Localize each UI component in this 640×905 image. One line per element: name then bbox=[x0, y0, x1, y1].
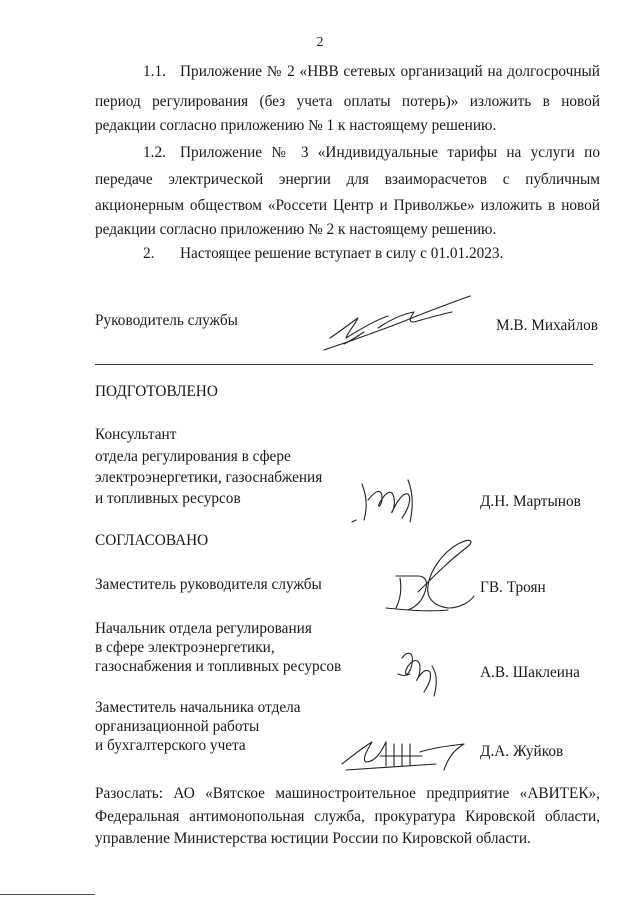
agreed-heading: СОГЛАСОВАНО bbox=[95, 532, 209, 549]
distribution-line-3: управление Министерства юстиции России по Кировской области. bbox=[95, 830, 531, 847]
prepared-name: Д.Н. Мартынов bbox=[480, 493, 581, 510]
agreed-role-line: Заместитель руководителя службы bbox=[95, 576, 322, 593]
agreed-role-line: и бухгалтерского учета bbox=[95, 737, 246, 754]
agreed-signature-2 bbox=[392, 642, 452, 702]
distribution-line-2: Федеральная антимонопольная служба, прокуратура Кировской области, bbox=[95, 808, 600, 825]
item-1-2-line-2: передаче электрической энергии для взаиморасчетов с публичным bbox=[95, 171, 600, 188]
item-2-text: Настоящее решение вступает в силу с 01.01.2023. bbox=[180, 245, 504, 262]
agreed-role-line: Начальник отдела регулирования bbox=[95, 620, 312, 637]
prepared-role-line: и топливных ресурсов bbox=[95, 490, 241, 507]
item-1-1-number: 1.1. bbox=[143, 63, 166, 80]
agreed-signature-1 bbox=[378, 536, 478, 616]
item-1-2-number: 1.2. bbox=[143, 144, 166, 161]
item-1-2-line-1: Приложение № 3 «Индивидуальные тарифы на услуги по bbox=[180, 144, 600, 161]
head-signature bbox=[318, 292, 478, 360]
footnote-rule bbox=[0, 894, 95, 895]
agreed-role-line: в сфере электроэнергетики, bbox=[95, 639, 275, 656]
agreed-signature-3 bbox=[336, 726, 476, 778]
agreed-name: А.В. Шаклеина bbox=[480, 664, 580, 681]
distribution-line-1: Разослать: АО «Вятское машиностроительное предприятие «АВИТЕК», bbox=[95, 785, 600, 802]
item-1-2-line-3: акционерным обществом «Россети Центр и Приволжье» изложить в новой bbox=[95, 197, 600, 214]
item-1-2-line-4: редакции согласно приложению № 2 к настоящему решению. bbox=[95, 221, 497, 238]
prepared-role-line: электроэнергетики, газоснабжения bbox=[95, 469, 323, 486]
item-1-1-line-3: редакции согласно приложению № 1 к настоящему решению. bbox=[95, 117, 497, 134]
prepared-role-line: Консультант bbox=[95, 426, 177, 443]
agreed-role-line: газоснабжения и топливных ресурсов bbox=[95, 658, 342, 675]
prepared-heading: ПОДГОТОВЛЕНО bbox=[95, 383, 218, 400]
agreed-name: ГВ. Троян bbox=[480, 579, 546, 596]
prepared-signature bbox=[348, 470, 428, 530]
agreed-role-line: организационной работы bbox=[95, 718, 260, 735]
prepared-role-line: отдела регулирования в сфере bbox=[95, 448, 291, 465]
item-1-1-line-1: Приложение № 2 «НВВ сетевых организаций на долгосрочный bbox=[180, 63, 600, 80]
agreed-role-line: Заместитель начальника отдела bbox=[95, 699, 301, 716]
item-1-1-line-2: период регулирования (без учета оплаты потерь)» изложить в новой bbox=[95, 93, 600, 110]
agreed-name: Д.А. Жуйков bbox=[480, 743, 564, 760]
divider-line bbox=[95, 364, 593, 365]
page-number: 2 bbox=[316, 35, 324, 50]
head-name: М.В. Михайлов bbox=[496, 317, 598, 334]
item-2-number: 2. bbox=[143, 245, 155, 262]
head-title: Руководитель службы bbox=[95, 312, 238, 329]
